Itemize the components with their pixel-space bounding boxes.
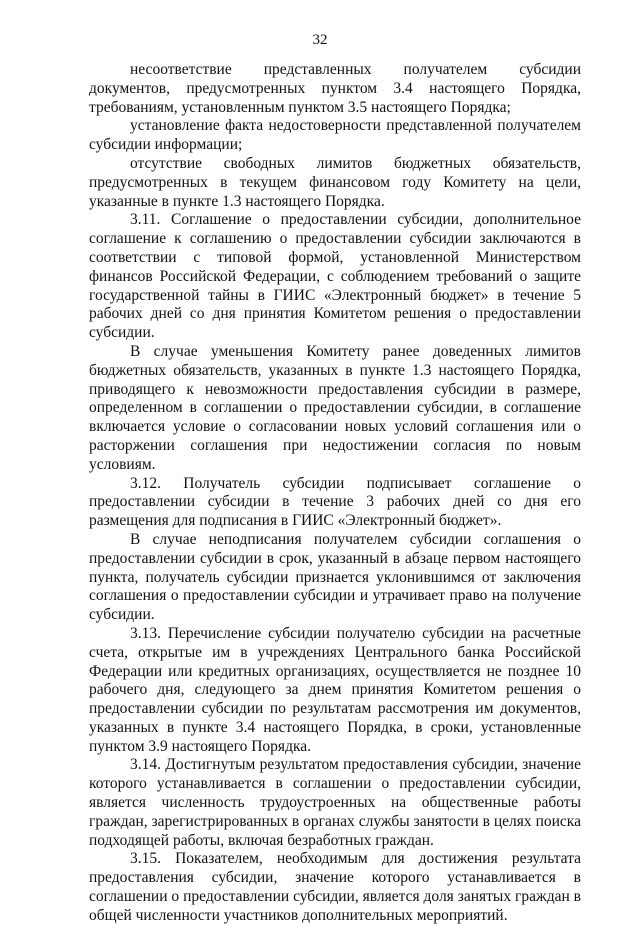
paragraph-9: 3.14. Достигнутым результатом предоставления субсидии, значение которого устанавливается в соглашении о предоставлении субсидии, является численность трудоустроенных на общественные работы граждан, зарегистрированных в органах службы занятости в целях поиска подходящей работы, включая безработных граждан. bbox=[89, 756, 581, 849]
paragraph-4: 3.11. Соглашение о предоставлении субсидии, дополнительное соглашение к соглашению о предоставлении субсидии заключаются в соответствии с типовой формой, установленной Министерством финансов Российской Федерации, с соблюдением требований о защите государственной тайны в ГИИС «Электронный бюджет» в течение 5 рабочих дней со дня принятия Комитетом решения о предоставлении субсидии. bbox=[89, 211, 581, 342]
paragraph-8: 3.13. Перечисление субсидии получателю субсидии на расчетные счета, открытые им в учреждениях Центрального банка Российской Федерации или кредитных организациях, осуществляется не позднее 10 рабочего дня, следующего за днем принятия Комитетом решения о предоставлении субсидии по результатам рассмотрения им документов, указанных в пункте 3.4 настоящего Порядка, в сроки, установленные пунктом 3.9 настоящего Порядка. bbox=[89, 624, 581, 755]
page-number: 32 bbox=[312, 32, 328, 48]
paragraph-6: 3.12. Получатель субсидии подписывает соглашение о предоставлении субсидии в течение 3 рабочих дней со дня его размещения для подписания в ГИИС «Электронный бюджет». bbox=[89, 474, 581, 530]
paragraph-10: 3.15. Показателем, необходимым для достижения результата предоставления субсидии, значение которого устанавливается в соглашении о предоставлении субсидии, является доля занятых граждан в общей численности участников дополнительных мероприятий. bbox=[89, 850, 581, 924]
paragraph-1: несоответствие представленных получателем субсидии документов, предусмотренных пунктом 3.4 настоящего Порядка, требованиям, установленным пунктом 3.5 настоящего Порядка; bbox=[89, 61, 581, 116]
document-body bbox=[89, 61, 581, 926]
paragraph-7: В случае неподписания получателем субсидии соглашения о предоставлении субсидии в срок, указанный в абзаце первом настоящего пункта, получатель субсидии признается уклонившимся от заключения соглашения о предоставлении субсидии и утрачивает право на получение субсидии. bbox=[89, 530, 581, 624]
paragraph-3: отсутствие свободных лимитов бюджетных обязательств, предусмотренных в текущем финансовом году Комитету на цели, указанные в пункте 1.3 настоящего Порядка. bbox=[89, 154, 581, 210]
paragraph-5: В случае уменьшения Комитету ранее доведенных лимитов бюджетных обязательств, указанных в пункте 1.3 настоящего Порядка, приводящего к невозможности предоставления субсидии в размере, определенном в соглашении о предоставлении субсидии, в соглашение включается условие о согласовании новых условий соглашения или о расторжении соглашения при недостижении согласия по новым условиям. bbox=[89, 342, 581, 473]
paragraph-2: установление факта недостоверности представленной получателем субсидии информации; bbox=[89, 117, 581, 154]
